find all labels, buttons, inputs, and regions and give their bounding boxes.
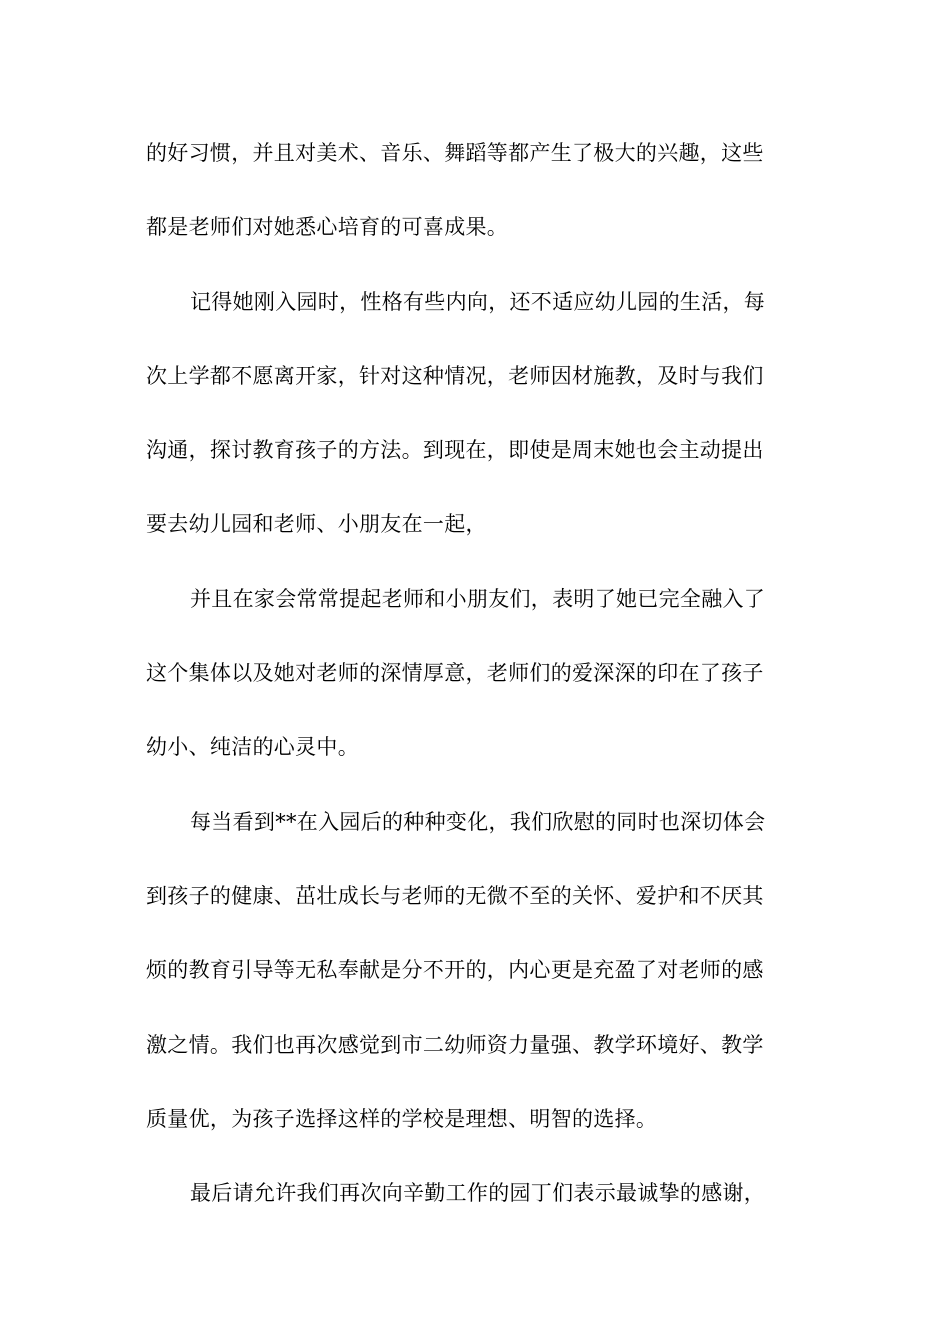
text-line: 沟通，探讨教育孩子的方法。到现在，即使是周末她也会主动提出	[146, 438, 764, 462]
text-line: 要去幼儿园和老师、小朋友在一起，	[146, 512, 487, 536]
text-line: 这个集体以及她对老师的深情厚意，老师们的爱深深的印在了孩子	[146, 661, 764, 685]
paragraph-start-line: 并且在家会常常提起老师和小朋友们，表明了她已完全融入了	[190, 587, 766, 611]
text-line: 激之情。我们也再次感觉到市二幼师资力量强、教学环境好、教学	[146, 1033, 764, 1057]
text-line: 到孩子的健康、茁壮成长与老师的无微不至的关怀、爱护和不厌其	[146, 884, 764, 908]
text-line: 次上学都不愿离开家，针对这种情况，老师因材施教，及时与我们	[146, 364, 764, 388]
paragraph-start-line: 记得她刚入园时，性格有些内向，还不适应幼儿园的生活，每	[190, 290, 766, 314]
text-line: 的好习惯，并且对美术、音乐、舞蹈等都产生了极大的兴趣，这些	[146, 141, 764, 165]
paragraph-start-line: 每当看到**在入园后的种种变化，我们欣慰的同时也深切体会	[190, 810, 766, 834]
text-line: 质量优，为孩子选择这样的学校是理想、明智的选择。	[146, 1107, 658, 1131]
text-line: 幼小、纯洁的心灵中。	[146, 735, 359, 759]
text-line: 都是老师们对她悉心培育的可喜成果。	[146, 215, 509, 239]
text-line: 烦的教育引导等无私奉献是分不开的，内心更是充盈了对老师的感	[146, 958, 764, 982]
paragraph-start-line: 最后请允许我们再次向辛勤工作的园丁们表示最诚挚的感谢，	[190, 1181, 766, 1205]
